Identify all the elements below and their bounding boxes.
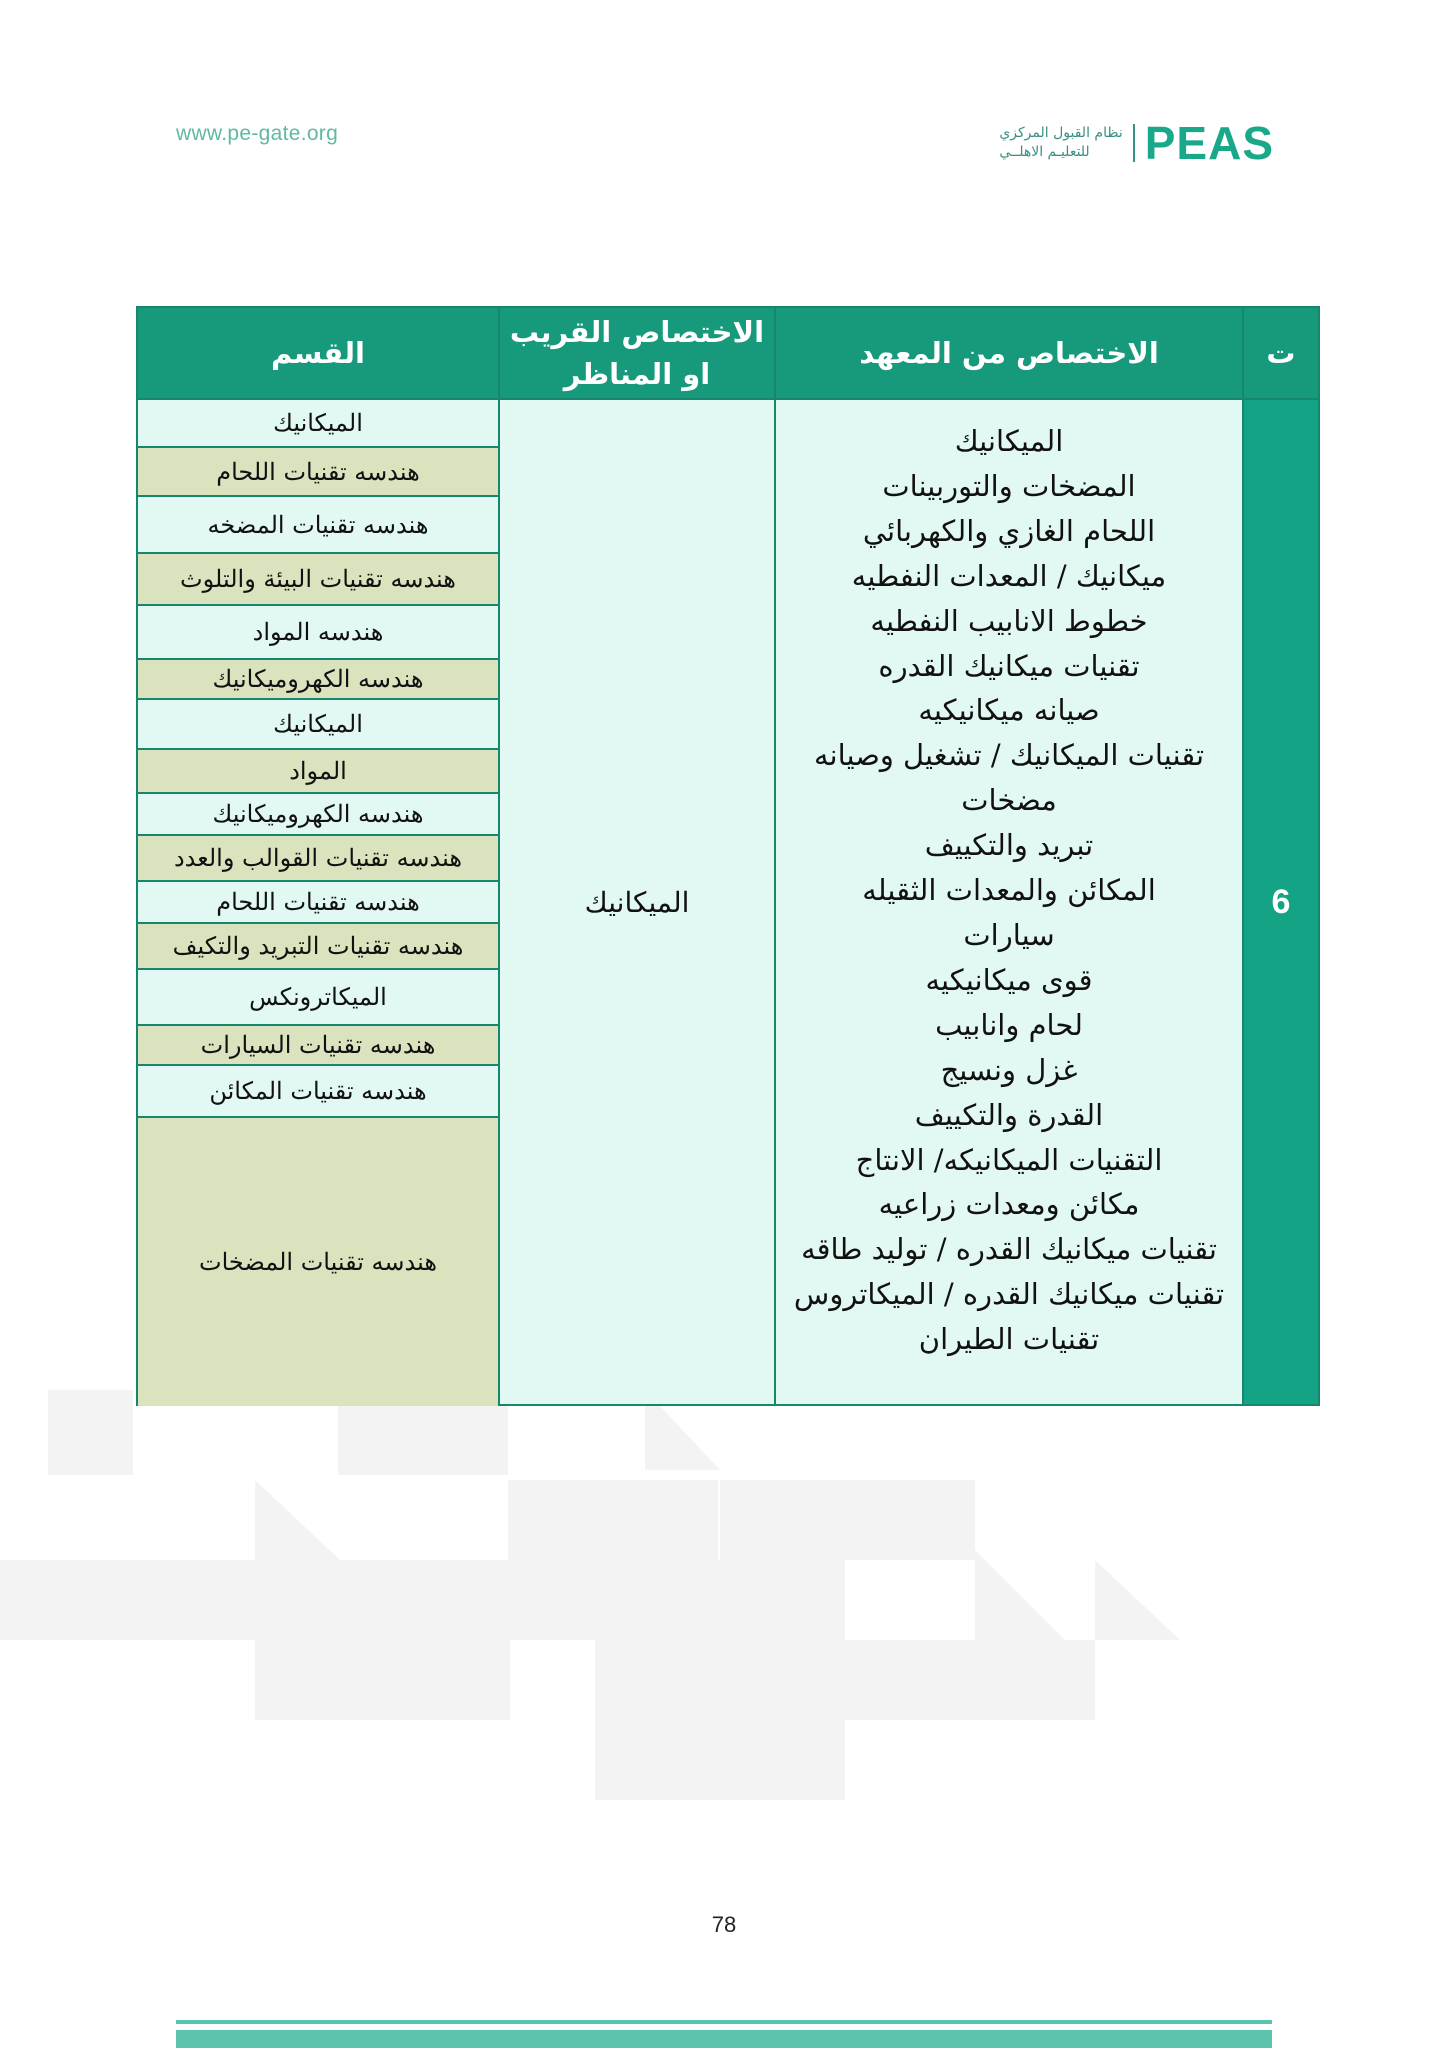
list-item: القدرة والتكييف (914, 1097, 1104, 1132)
list-item: قوى ميكانيكيه (925, 962, 1093, 997)
header-department: القسم (138, 308, 498, 400)
list-item: المكائن والمعدات الثقيله (862, 873, 1156, 908)
table-row: هندسه تقنيات اللحام (138, 448, 498, 497)
logo-separator (1133, 124, 1135, 162)
table-row: هندسه تقنيات القوالب والعدد (138, 836, 498, 882)
list-item: مكائن ومعدات زراعيه (878, 1187, 1140, 1222)
table-row: هندسه الكهروميكانيك (138, 660, 498, 700)
column-department (136, 306, 500, 1406)
list-item: تقنيات ميكانيك القدره / توليد طاقه (801, 1232, 1217, 1267)
table-row: هندسه تقنيات التبريد والتكيف (138, 924, 498, 970)
column-equivalent-specialization (498, 306, 776, 1406)
header-number: ت (1244, 308, 1318, 400)
specialization-table (136, 306, 1320, 1406)
table-row: هندسه تقنيات اللحام (138, 882, 498, 924)
list-item: تقنيات ميكانيك القدره (878, 648, 1140, 683)
table-row: هندسه تقنيات المكائن (138, 1066, 498, 1118)
table-row: هندسه تقنيات البيئة والتلوث (138, 554, 498, 606)
list-item: سيارات (963, 917, 1055, 952)
logo-wordmark: PEAS (1144, 117, 1274, 169)
background-pattern (0, 1390, 1448, 1830)
page-number: 78 (711, 1912, 737, 1937)
logo-tagline-line1: نظام القبول المركزي (999, 125, 1123, 141)
column-number (1242, 306, 1320, 1406)
table-row: هندسه تقنيات المضخات (138, 1118, 498, 1406)
list-item: لحام وانابيب (935, 1007, 1083, 1042)
header-equivalent-specialization: الاختصاص القريب او المناظر (500, 308, 774, 400)
table-row: المواد (138, 750, 498, 794)
list-item: تقنيات الطيران (918, 1322, 1100, 1357)
list-item: خطوط الانابيب النفطيه (870, 603, 1148, 638)
peas-logo (999, 118, 1274, 168)
list-item: تقنيات الميكانيك / تشغيل وصيانه (813, 738, 1205, 773)
list-item: تبريد والتكييف (924, 828, 1094, 863)
table-row: هندسه تقنيات المضخه (138, 497, 498, 554)
table-row: هندسه الكهروميكانيك (138, 794, 498, 836)
table-row: الميكاترونكس (138, 970, 498, 1026)
list-item: مضخات (961, 783, 1057, 818)
list-item: غزل ونسيج (940, 1052, 1078, 1087)
footer-bar (176, 2030, 1272, 2048)
logo-tagline-line2: للتعليـم الاهلــي (999, 144, 1090, 160)
list-item: الميكانيك (954, 424, 1064, 458)
table-row: هندسه تقنيات السيارات (138, 1026, 498, 1066)
list-item: تقنيات ميكانيك القدره / الميكاتروس (793, 1277, 1225, 1312)
equivalent-specialization-value: الميكانيك (584, 885, 690, 919)
list-item: اللحام الغازي والكهربائي (862, 513, 1156, 548)
list-item: صيانه ميكانيكيه (918, 693, 1100, 728)
header-institute-specialization: الاختصاص من المعهد (776, 308, 1242, 400)
table-row: الميكانيك (138, 400, 498, 448)
list-item: ميكانيك / المعدات النفطيه (851, 558, 1167, 593)
column-institute-specialization (774, 306, 1244, 1406)
logo-tagline (999, 124, 1122, 162)
table-row: الميكانيك (138, 700, 498, 750)
list-item: التقنيات الميكانيكه/ الانتاج (855, 1142, 1163, 1177)
row-number: 6 (1271, 882, 1291, 921)
institute-specialization-list (776, 400, 1242, 1362)
list-item: المضخات والتوربينات (882, 468, 1136, 503)
site-url[interactable]: www.pe-gate.org (176, 122, 339, 145)
footer-divider (176, 2020, 1272, 2024)
table-row: هندسه المواد (138, 606, 498, 660)
